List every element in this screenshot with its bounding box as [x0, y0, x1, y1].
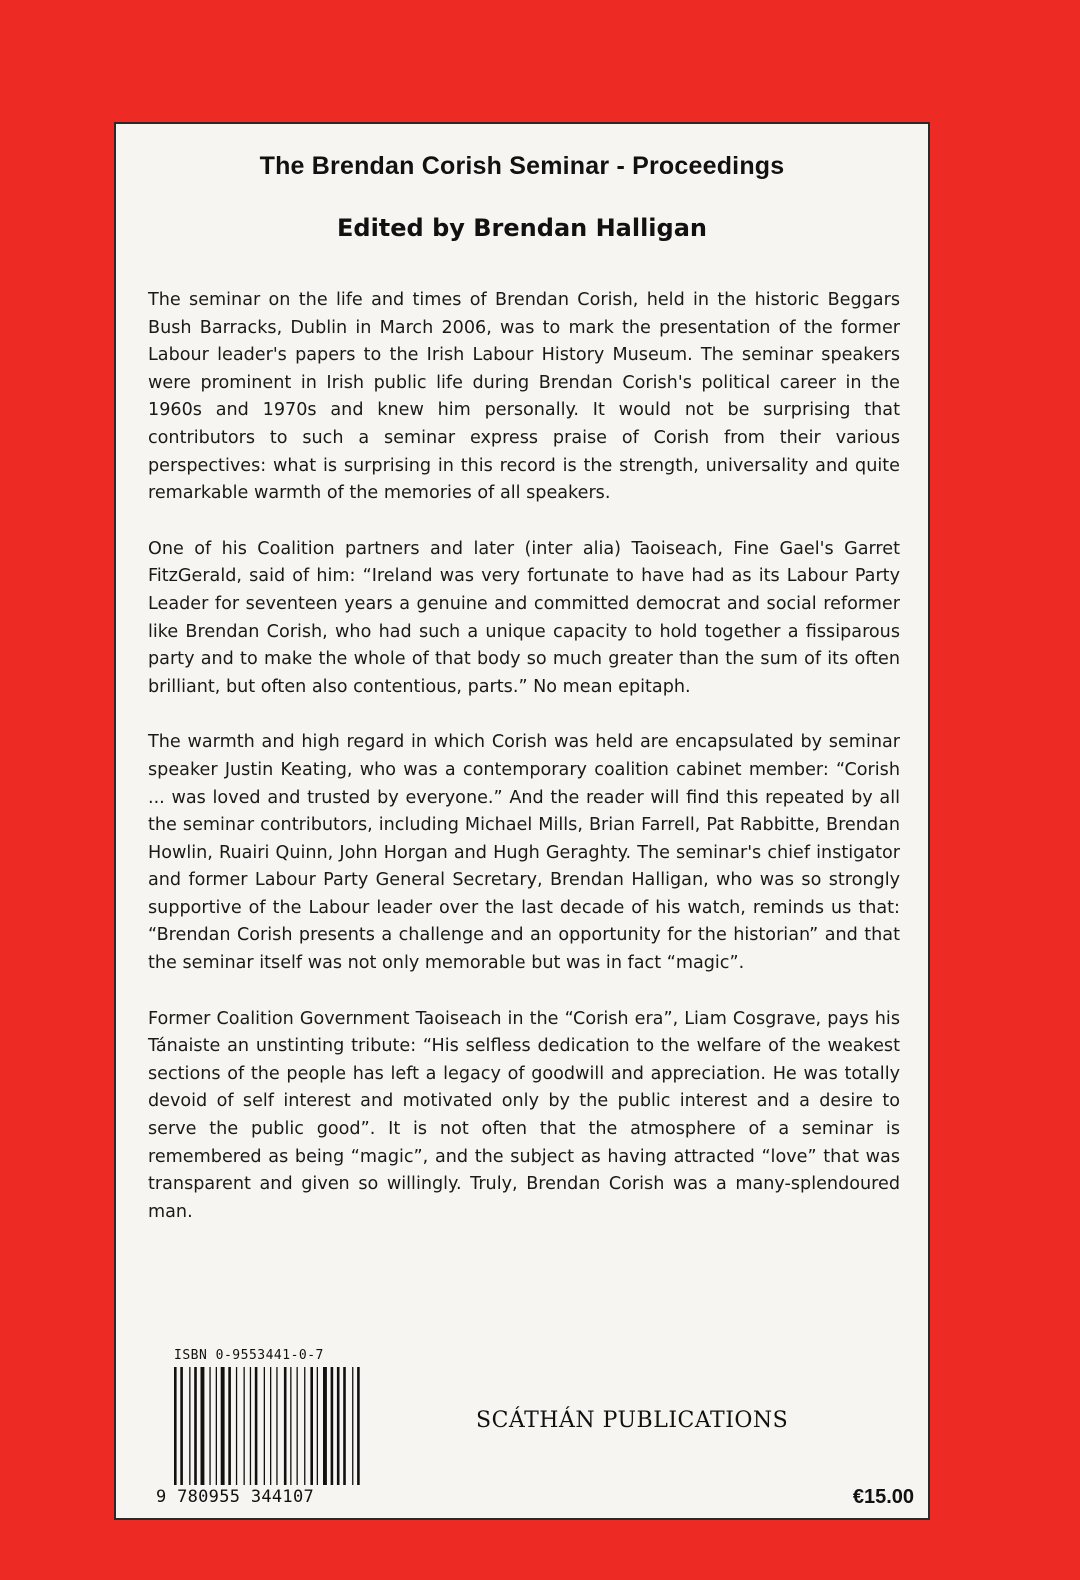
back-cover-panel: [114, 122, 930, 1520]
publisher-name: SCÁTHÁN PUBLICATIONS: [476, 1408, 789, 1433]
barcode-digits: 9 780955 344107: [156, 1487, 315, 1507]
isbn-label: ISBN 0-9553441-0-7: [174, 1348, 324, 1363]
blurb-paragraph-4: Former Coalition Government Taoiseach in the “Corish era”, Liam Cosgrave, pays his Tánaiste an unstinting tribute: “His selfless dedication to the welfare of the weakest sections of the people has left a legacy of goodwill and appreciation. He was totally devoid of self interest and motivated only by the public interest and a desire to serve the public good”. It is not often that the atmosphere of a seminar is remembered as being “magic”, and the subject as having attracted “love” that was transparent and given so willingly. Truly, Brendan Corish was a many-splendoured man.: [148, 1008, 900, 1222]
blurb-paragraph-3: The warmth and high regard in which Corish was held are encapsulated by seminar speaker Justin Keating, who was a contemporary coalition cabinet member: “Corish ... was loved and trusted by everyone.” And the reader will find this repeated by all the seminar contributors, including Michael Mills, Brian Farrell, Pat Rabbitte, Brendan Howlin, Ruairi Quinn, John Horgan and Hugh Geraghty. The seminar's chief instigator and former Labour Party General Secretary, Brendan Halligan, who was so strongly supportive of the Labour leader over the last decade of his watch, reminds us that: “Brendan Corish presents a challenge and an opportunity for the historian” and that the seminar itself was not only memorable but was in fact “magic”.: [148, 732, 900, 974]
barcode-icon: [170, 1367, 365, 1485]
editor-line: Edited by Brendan Halligan: [337, 214, 707, 242]
book-title: The Brendan Corish Seminar - Proceedings: [259, 152, 785, 180]
blurb-paragraph-2: One of his Coalition partners and later (inter alia) Taoiseach, Fine Gael's Garret FitzGerald, said of him: “Ireland was very fortunate to have had as its Labour Party Leader for seventeen years a genuine and committed democrat and social reformer like Brendan Corish, who had such a unique capacity to hold together a fissiparous party and to make the whole of that body so much greater than the sum of its often brilliant, but often also contentious, parts.” No mean epitaph.: [148, 538, 900, 697]
blurb-paragraph-1: The seminar on the life and times of Brendan Corish, held in the historic Beggars Bush Barracks, Dublin in March 2006, was to mark the presentation of the former Labour leader's papers to the Irish Labour History Museum. The seminar speakers were prominent in Irish public life during Brendan Corish's political career in the 1960s and 1970s and knew him personally. It would not be surprising that contributors to such a seminar express praise of Corish from their various perspectives: what is surprising in this record is the strength, universality and quite remarkable warmth of the memories of all speakers.: [148, 290, 900, 504]
price-label: €15.00: [852, 1486, 914, 1508]
blurb-text: [148, 287, 900, 1254]
